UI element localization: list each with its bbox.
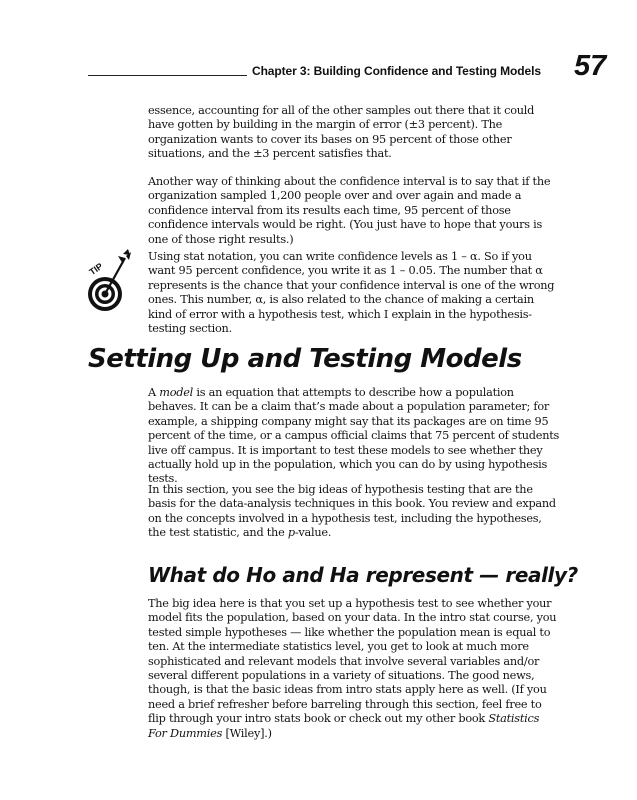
header-rule [88,75,247,76]
paragraph-margin-of-error: essence, accounting for all of the other samples out there that it could have gotten by building in the margin of error (±3 percent). The organization wants to cover its bases on 95 percent of those other situations, and the ±3 percent satisfies that. [148,104,535,161]
subsection-heading: What do Ho and Ha represent — really? [148,563,578,587]
tip-label: TIP [87,260,105,278]
running-head: Chapter 3: Building Confidence and Testing Models [252,64,541,78]
paragraph-confidence-interval: Another way of thinking about the confidence interval is to say that if the organization sampled 1,200 people over and over again and made a confidence interval from its results each time, 95 percent of those confidence intervals would be right. (You just have to hope that yours is one of those right results.) [148,175,551,246]
book-title: Statistics For Dummies [148,712,540,740]
section-heading: Setting Up and Testing Models [88,344,522,374]
tip-paragraph: Using stat notation, you can write confidence levels as 1 – α. So if you want 95 percent confidence, you write it as 1 – 0.05. The number that α represents is the chance that your confidence interval is one of the wrong ones. This number, α, is also related to the chance of making a certain kind of error with a hypothesis test, which I explain in the hypothesis-testing section. [148,250,555,336]
paragraph-hypothesis-idea: The big idea here is that you set up a hypothesis test to see whether your model fits the population, based on your data. In the intro stat course, you tested simple hypotheses — like whether the population mean is equal to ten. At the intermediate statistics level, you get to look at much more sophisticated and relevant models that involve several variables and/or several different populations in a variety of situations. The good news, though, is that the basic ideas from intro stats apply here as well. (If you need a brief refresher before barreling through this section, feel free to flip through your intro stats book or check out my other book Statistics For Dummies [Wiley].) [148,597,557,740]
paragraph-section-overview: In this section, you see the big ideas of hypothesis testing that are the basis for the data-analysis techniques in this book. You review and expand on the concepts involved in a hypothesis test, including the hypotheses, the test statistic, and the p-value. [148,483,556,540]
term-p: p [287,526,295,540]
tip-icon [84,246,142,316]
page-number: 57 [574,50,607,82]
paragraph-model-definition: A model is an equation that attempts to describe how a population behaves. It can be a claim that’s made about a population parameter; for example, a shipping company might say that its packages are on time 95 percent of the time, or a campus official claims that 75 percent of students live off campus. It is important to test these models to see whether they actually hold up in the population, which you can do by using hypothesis tests. [148,386,560,486]
term-model: model [159,386,194,399]
